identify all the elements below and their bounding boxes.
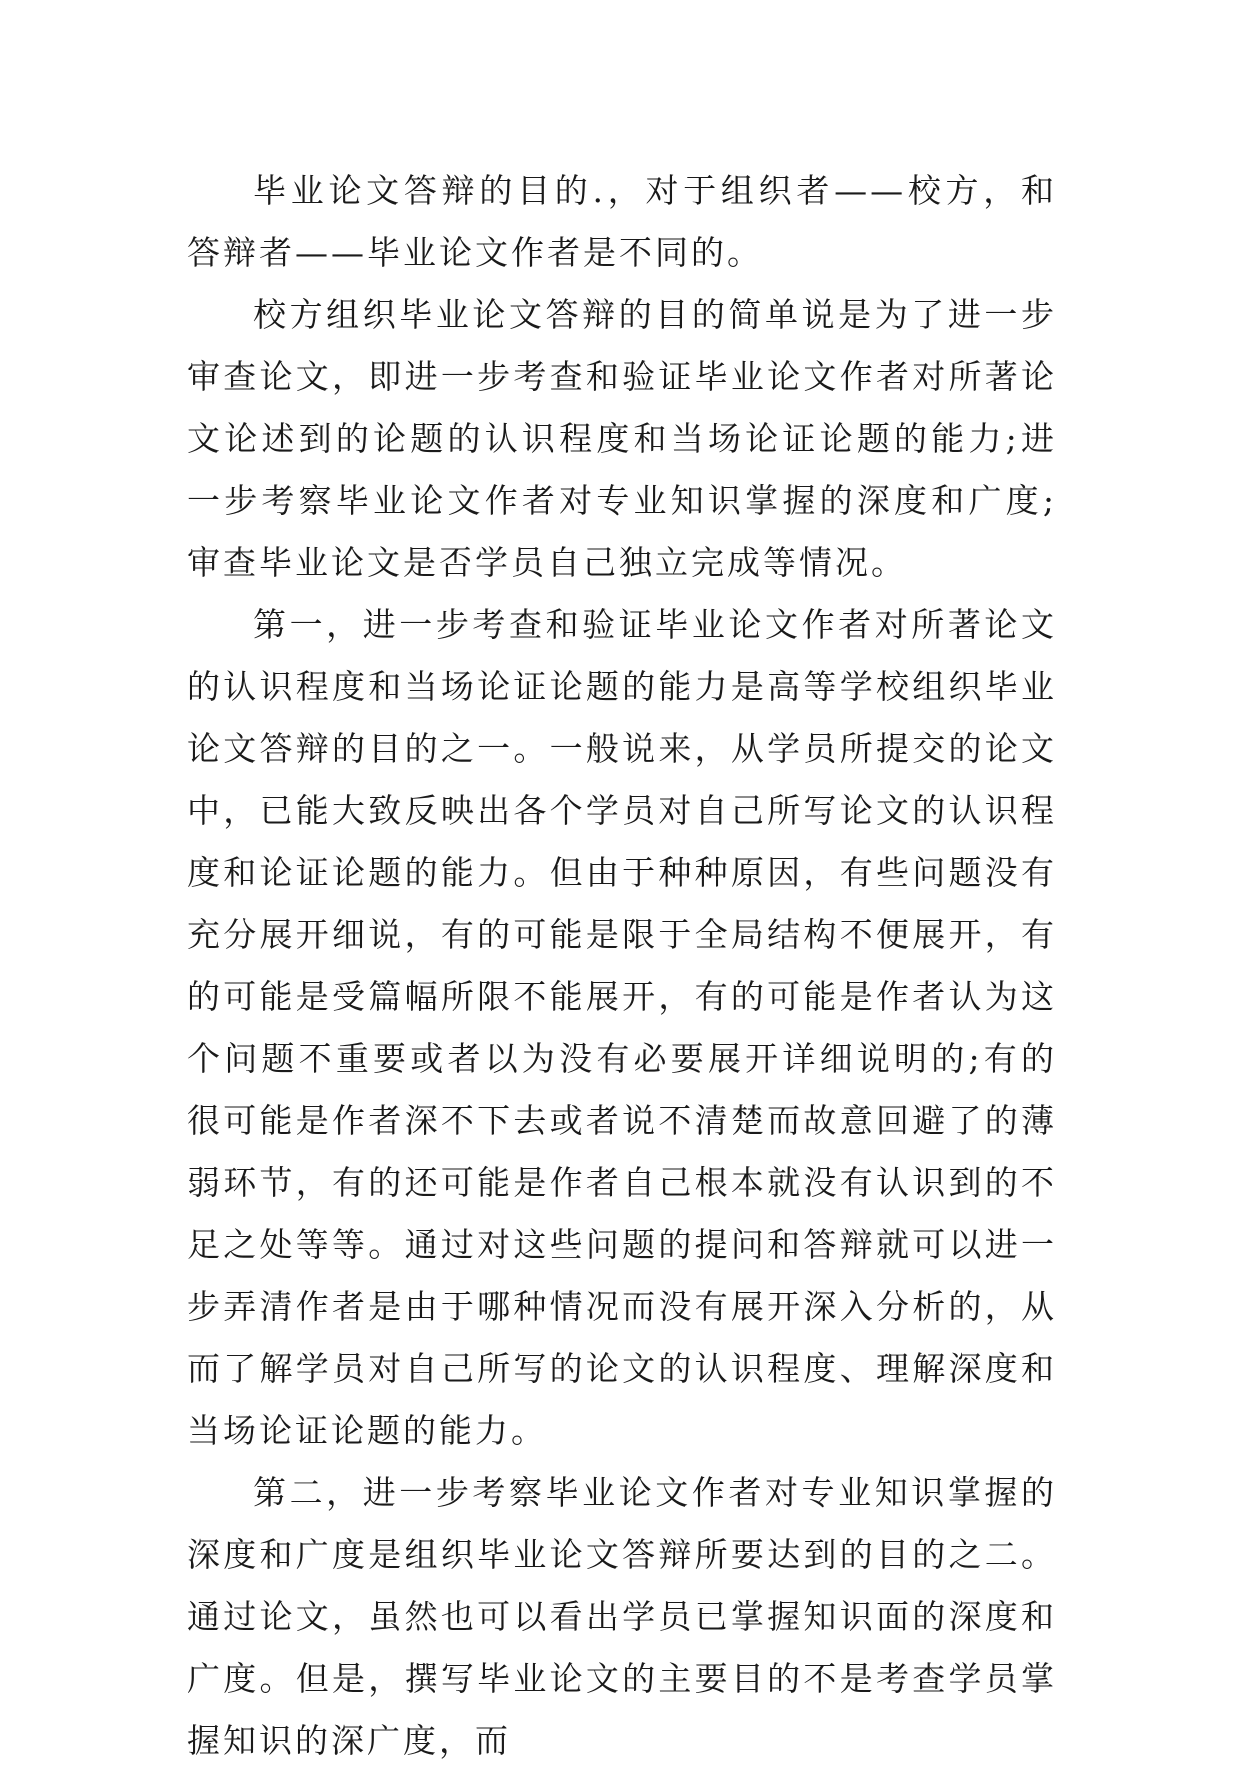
paragraph-purpose-intro: 毕业论文答辩的目的.，对于组织者——校方，和答辩者——毕业论文作者是不同的。 bbox=[187, 171, 1057, 272]
paragraph-first-purpose: 第一，进一步考查和验证毕业论文作者对所著论文的认识程度和当场论证论题的能力是高等学校组织毕业论文答辩的目的之一。一般说来，从学员所提交的论文中，已能大致反映出各个学员对自己所写论文的认识程度和论证论题的能力。但由于种种原因，有些问题没有充分展开细说，有的可能是限于全局结构不便展开，有的可能是受篇幅所限不能展开，有的可能是作者认为这个问题不重要或者以为没有必要展开详细说明的;有的很可能是作者深不下去或者说不清楚而故意回避了的薄弱环节，有的还可能是作者自己根本就没有认识到的不足之处等等。通过对这些问题的提问和答辩就可以进一步弄清作者是由于哪种情况而没有展开深入分析的，从而了解学员对自己所写的论文的认识程度、理解深度和当场论证论题的能力。 bbox=[187, 605, 1057, 1450]
document-body bbox=[187, 160, 1057, 1772]
paragraph-second-purpose: 第二，进一步考察毕业论文作者对专业知识掌握的深度和广度是组织毕业论文答辩所要达到的目的之二。通过论文，虽然也可以看出学员已掌握知识面的深度和广度。但是，撰写毕业论文的主要目的不是考查学员掌握知识的深广度，而 bbox=[187, 1473, 1057, 1760]
paragraph-school-purpose: 校方组织毕业论文答辩的目的简单说是为了进一步审查论文，即进一步考查和验证毕业论文作者对所著论文论述到的论题的认识程度和当场论证论题的能力;进一步考察毕业论文作者对专业知识掌握的深度和广度;审查毕业论文是否学员自己独立完成等情况。 bbox=[187, 295, 1057, 582]
